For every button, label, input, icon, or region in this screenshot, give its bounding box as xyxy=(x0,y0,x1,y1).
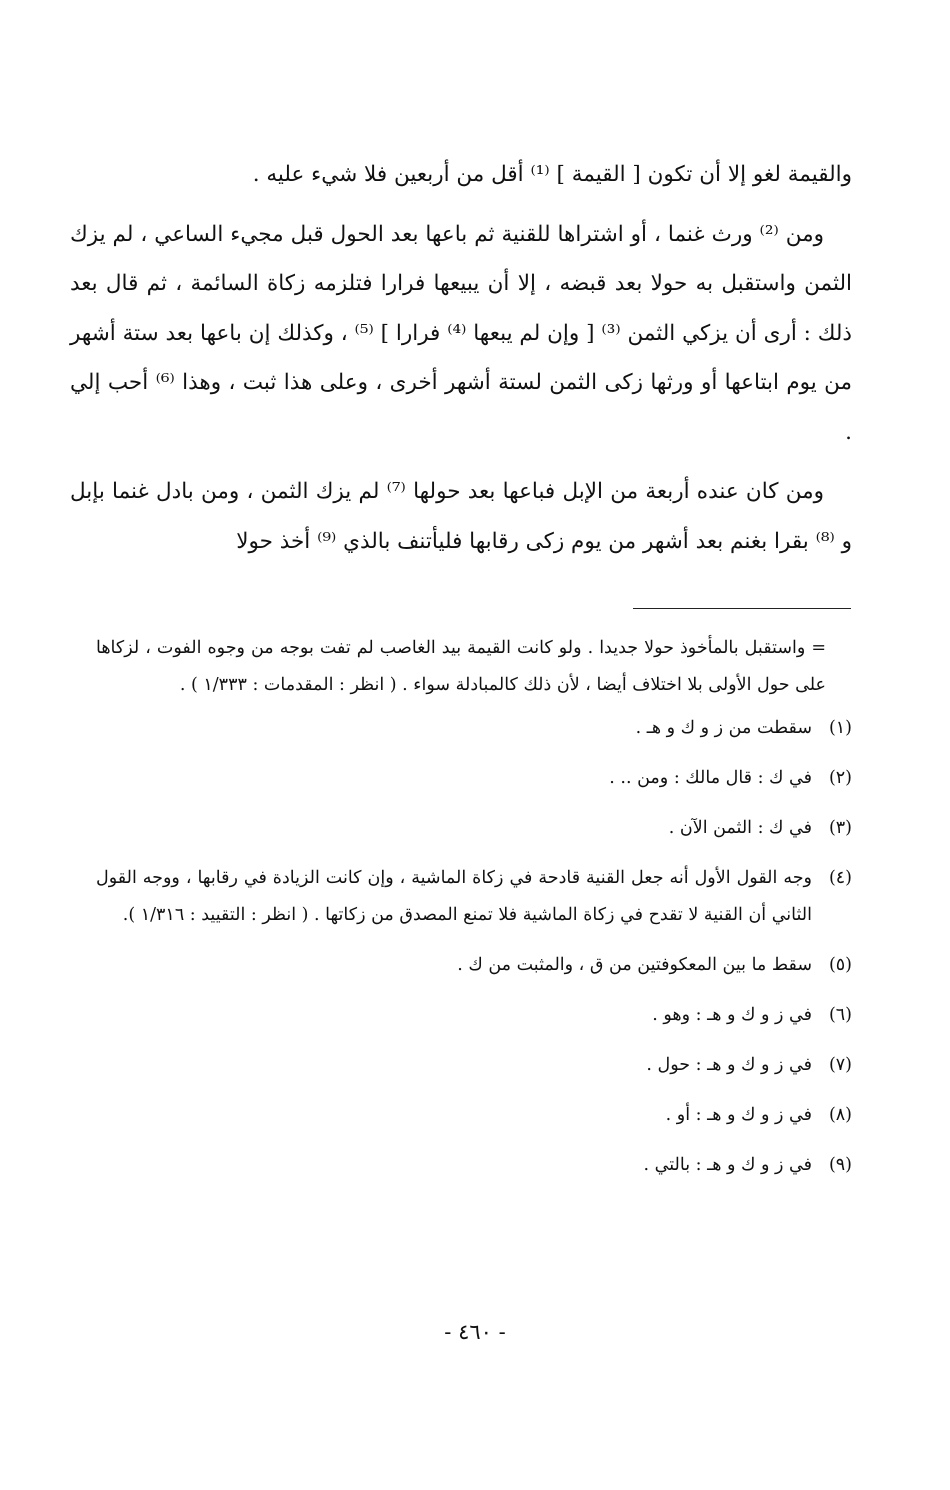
footnote-text: في ز و ك و هـ : وهو . xyxy=(652,1005,812,1025)
footnote-number: (٦) xyxy=(828,1005,852,1025)
paragraph-3: ومن كان عنده أربعة من الإبل فباعها بعد حولها ⁽⁷⁾ لم يزك الثمن ، ومن بادل غنما بإبل و ⁽⁸⁾ بقرا بغنم بعد أشهر من يوم زكى رقابها فليأتنف بالذي ⁽⁹⁾ أخذ حولا xyxy=(70,479,852,554)
footnote-text: سقطت من ز و ك و هـ . xyxy=(635,718,812,738)
footnote-4 xyxy=(96,860,852,934)
footnote-number: (٥) xyxy=(828,955,852,975)
footnote-number: (٨) xyxy=(828,1105,852,1125)
footnote-6 xyxy=(96,997,852,1034)
page-number: - ٤٦٠ - xyxy=(444,1320,506,1344)
footnote-3 xyxy=(96,810,852,847)
footnote-text: في ك : قال مالك : ومن .. . xyxy=(609,768,812,788)
footnotes xyxy=(96,630,852,1197)
footnote-5 xyxy=(96,947,852,984)
footnote-text: في ز و ك و هـ : أو . xyxy=(665,1105,812,1125)
footnote-9 xyxy=(96,1147,852,1184)
paragraph-2: ومن ⁽²⁾ ورث غنما ، أو اشتراها للقنية ثم باعها بعد الحول قبل مجيء الساعي ، لم يزك الثمن واستقبل به حولا بعد قبضه ، إلا أن يبيعها فرارا فتلزمه زكاة السائمة ، ثم قال بعد ذلك : أرى أن يزكي الثمن ⁽³⁾ [ وإن لم يبعها ⁽⁴⁾ فرارا ] ⁽⁵⁾ ، وكذلك إن باعها بعد ستة أشهر من يوم ابتاعها أو ورثها زكى الثمن لستة أشهر أخرى ، وعلى هذا ثبت ، وهذا ⁽⁶⁾ أحب إلي . xyxy=(70,221,853,445)
footnote-number: (٩) xyxy=(828,1155,852,1175)
footnote-number: (٤) xyxy=(828,868,852,888)
footnote-2 xyxy=(96,760,852,797)
footnote-number: (٣) xyxy=(828,818,852,838)
footnote-number: (٢) xyxy=(828,768,852,788)
footnote-number: (٧) xyxy=(828,1055,852,1075)
footnote-separator xyxy=(633,608,851,609)
footnote-1 xyxy=(96,710,852,747)
footnote-continuation: = واستقبل بالمأخوذ حولا جديدا . ولو كانت القيمة بيد الغاصب لم تفت بوجه من وجوه الفوت ، لزكاها على حول الأولى بلا اختلاف أيضا ، لأن ذلك كالمبادلة سواء . ( انظر : المقدمات : ١/٣٣٣ ) . xyxy=(96,638,826,695)
footnote-text: في ز و ك و هـ : حول . xyxy=(646,1055,812,1075)
footnote-7 xyxy=(96,1047,852,1084)
footnote-text: في ز و ك و هـ : بالتي . xyxy=(643,1155,812,1175)
main-text xyxy=(70,150,852,566)
footnote-8 xyxy=(96,1097,852,1134)
footnote-text: سقط ما بين المعكوفتين من ق ، والمثبت من ك . xyxy=(457,955,812,975)
paragraph-1: والقيمة لغو إلا أن تكون [ القيمة ] ⁽¹⁾ أقل من أربعين فلا شيء عليه . xyxy=(252,162,852,187)
footnote-text: في ك : الثمن الآن . xyxy=(668,818,812,838)
footnote-text: وجه القول الأول أنه جعل القنية قادحة في زكاة الماشية ، وإن كانت الزيادة في رقابها ، ووجه القول الثاني أن القنية لا تقدح في زكاة الماشية فلا تمنع المصدق من زكاتها . ( انظر : التقييد : ١/٣١٦ ). xyxy=(96,868,812,925)
footnote-number: (١) xyxy=(828,718,852,738)
